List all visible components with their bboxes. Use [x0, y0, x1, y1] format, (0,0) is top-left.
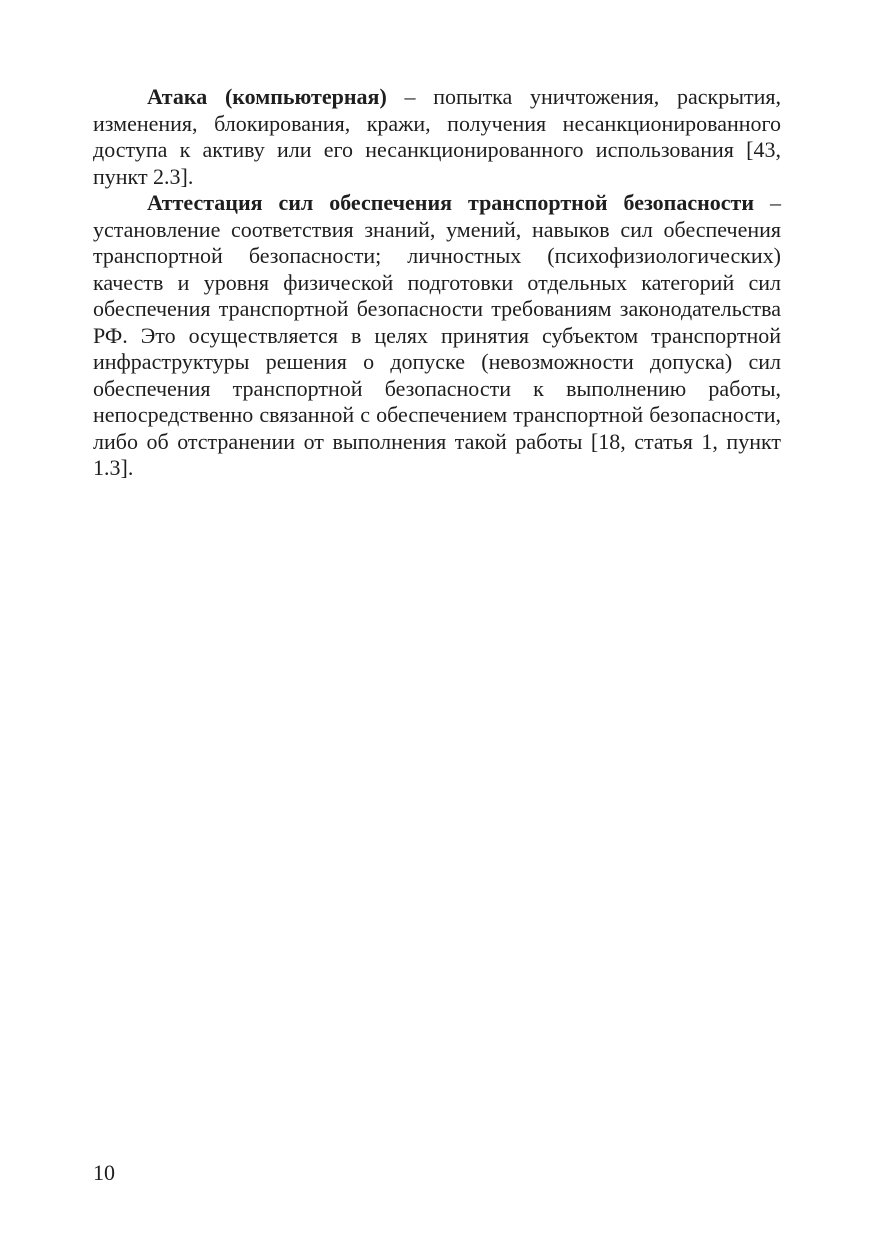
page-number: 10	[93, 1160, 115, 1185]
definition-text: – попытка уничтожения, раскрытия, изменения, блокирования, кражи, получения несанкционированного доступа к активу или его несанкционированного использования [43, пункт 2.3].	[93, 84, 781, 189]
definition-text: – установление соответствия знаний, умений, навыков сил обеспечения транспортной безопасности; личностных (психофизиологических) качеств и уровня физической подготовки отдельных категорий сил обеспечения транспортной безопасности требованиям законодательства РФ. Это осуществляется в целях принятия субъектом транспортной инфраструктуры решения о допуске (невозможности допуска) сил обеспечения транспортной безопасности к выполнению работы, непосредственно связанной с обеспечением транспортной безопасности, либо об отстранении от выполнения такой работы [18, статья 1, пункт 1.3].	[93, 190, 781, 480]
definition-term: Аттестация сил обеспечения транспортной безопасности	[147, 190, 755, 215]
definition-paragraph-attack	[93, 84, 781, 190]
definition-paragraph-attestation	[93, 190, 781, 482]
definition-term: Атака (компьютерная)	[147, 84, 387, 109]
page-body	[93, 84, 781, 482]
